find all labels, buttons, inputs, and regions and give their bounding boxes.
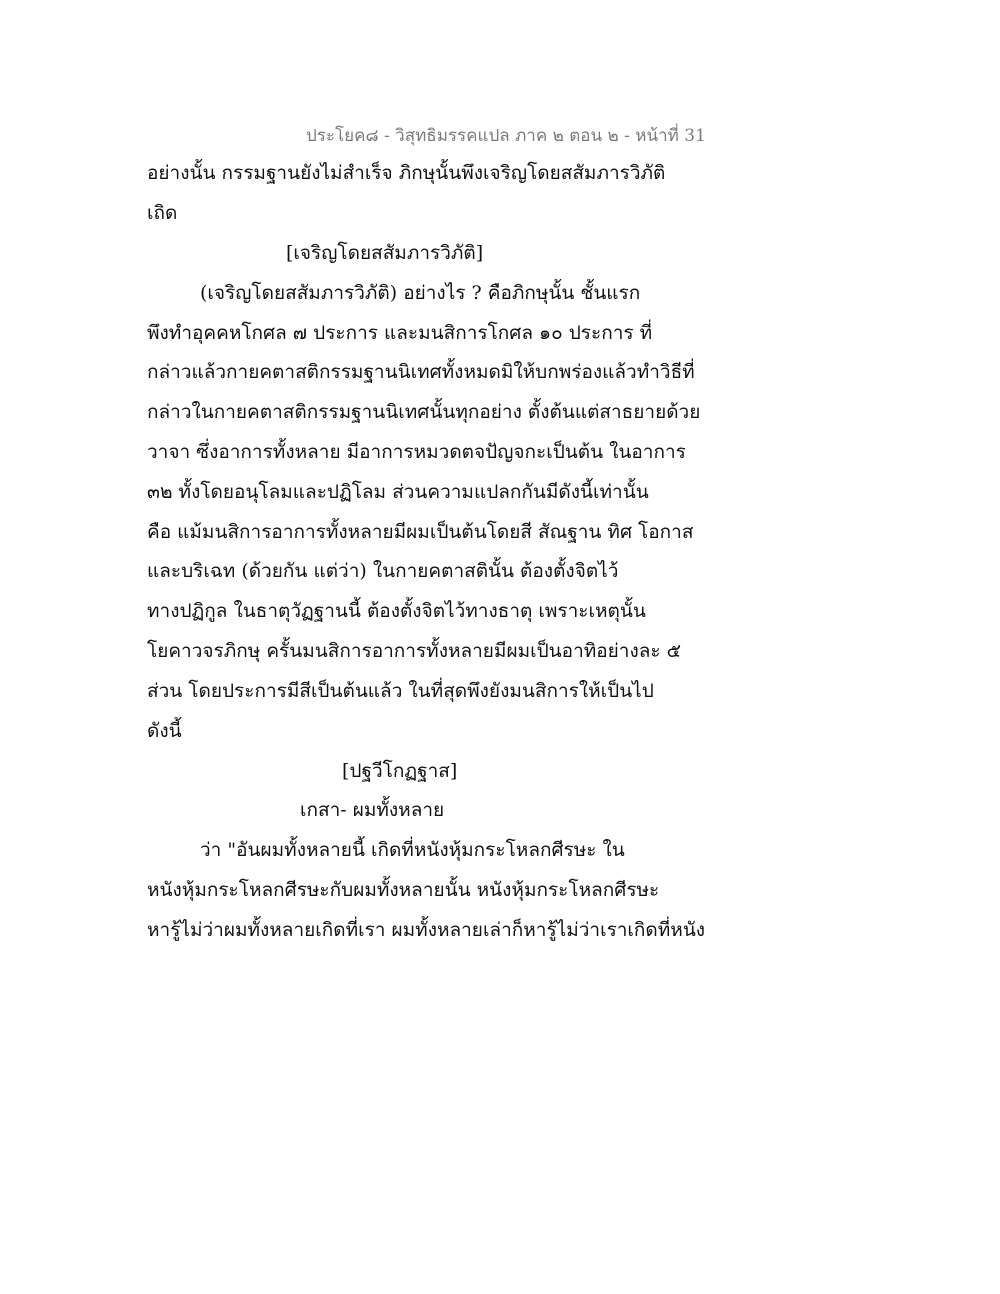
text-line-4: พึงทำอุคคหโกศล ๗ ประการ และมนสิการโกศล ๑๐ ประการ ที่	[147, 322, 653, 344]
text-line-13: ส่วน โดยประการมีสีเป็นต้นแล้ว ในที่สุดพึงยังมนสิการให้เป็นไป	[147, 680, 654, 702]
text-line-14: ดังนี้	[147, 720, 182, 742]
text-line-3: (เจริญโดยสสัมภารวิภัติ) อย่างไร ? คือภิกษุนั้น ชั้นแรก	[200, 282, 641, 304]
section-heading-1: [เจริญโดยสสัมภารวิภัติ]	[286, 242, 484, 264]
text-line-8: ๓๒ ทั้งโดยอนุโลมและปฏิโลม ส่วนความแปลกกันมีดังนี้เท่านั้น	[147, 481, 649, 503]
text-line-9: คือ แม้มนสิการอาการทั้งหลายมีผมเป็นต้นโดยสี สัณฐาน ทิศ โอกาส	[147, 521, 694, 543]
text-line-11: ทางปฏิกูล ในธาตุวัฏฐานนี้ ต้องตั้งจิตไว้ทางธาตุ เพราะเหตุนั้น	[147, 600, 646, 622]
text-line-6: กล่าวในกายคตาสติกรรมฐานนิเทศนั้นทุกอย่าง ตั้งต้นแต่สาธยายด้วย	[147, 401, 701, 423]
text-line-12: โยคาวจรภิกษุ ครั้นมนสิการอาการทั้งหลายมีผมเป็นอาทิอย่างละ ๕	[147, 640, 682, 662]
text-line-10: และบริเฉท (ด้วยกัน แต่ว่า) ในกายคตาสตินั้น ต้องตั้งจิตไว้	[147, 560, 619, 582]
text-line-16: หนังหุ้มกระโหลกศีรษะกับผมทั้งหลายนั้น หนังหุ้มกระโหลกศีรษะ	[147, 879, 660, 901]
text-line-15: ว่า "อันผมทั้งหลายนี้ เกิดที่หนังหุ้มกระโหลกศีรษะ ใน	[200, 839, 625, 861]
text-line-2: เถิด	[147, 202, 178, 224]
text-line-5: กล่าวแล้วกายคตาสติกรรมฐานนิเทศทั้งหมดมิให้บกพร่องแล้วทำวิธีที่	[147, 361, 695, 383]
text-line-7: วาจา ซึ่งอาการทั้งหลาย มีอาการหมวดตจปัญจกะเป็นต้น ในอาการ	[147, 441, 686, 463]
text-line-17: หารู้ไม่ว่าผมทั้งหลายเกิดที่เรา ผมทั้งหลายเล่าก็หารู้ไม่ว่าเราเกิดที่หนัง	[147, 919, 706, 941]
sub-heading: เกสา- ผมทั้งหลาย	[300, 799, 445, 821]
text-line-1: อย่างนั้น กรรมฐานยังไม่สำเร็จ ภิกษุนั้นพึงเจริญโดยสสัมภารวิภัติ	[147, 162, 666, 184]
section-heading-2: [ปฐวีโกฏฐาส]	[342, 760, 458, 782]
running-header: ประโยค๘ - วิสุทธิมรรคแปล ภาค ๒ ตอน ๒ - หน้าที่ 31	[306, 126, 706, 146]
